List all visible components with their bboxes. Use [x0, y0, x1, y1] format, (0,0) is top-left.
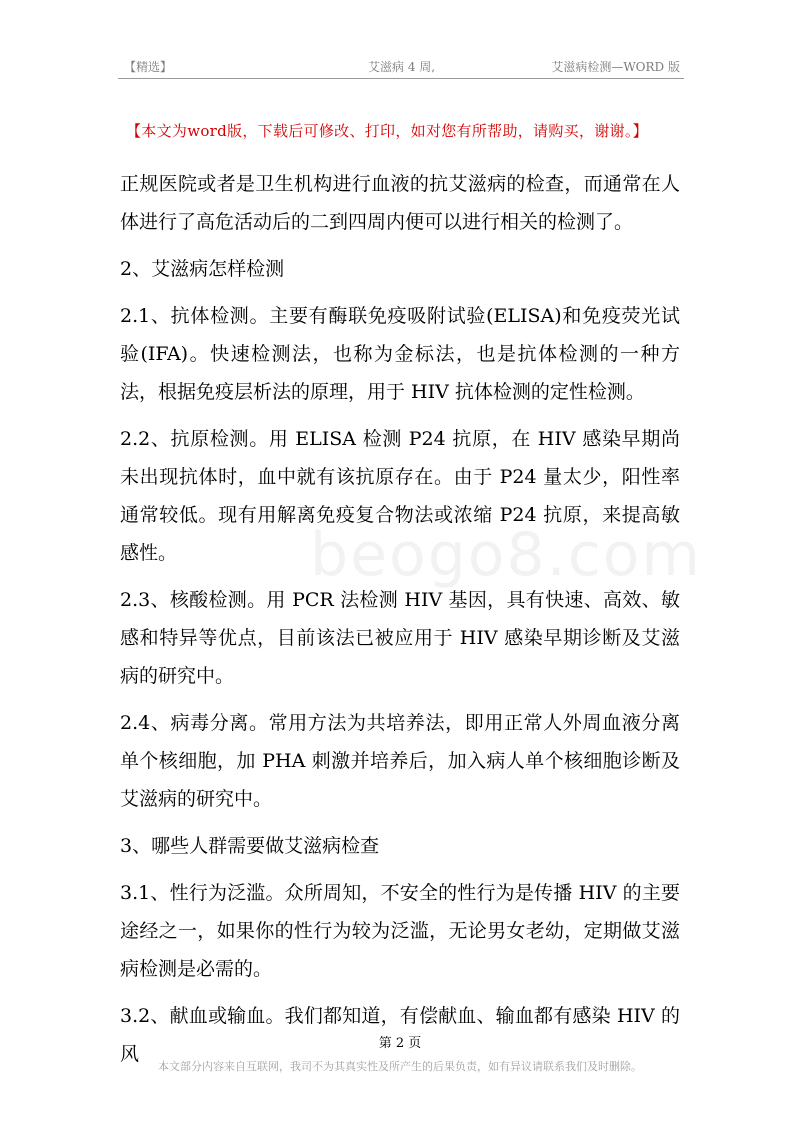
paragraph-3-2: 3.2、献血或输血。我们都知道，有偿献血、输血都有感染 HIV 的风 — [120, 1005, 680, 1065]
paragraph-2-2: 2.2、抗原检测。用 ELISA 检测 P24 抗原，在 HIV 感染早期尚未出现抗体时，血中就有该抗原存在。由于 P24 量太少，阳性率通常较低。现有用解离免疫复合物法或浓缩 P24 抗原，来提高敏感性。 — [120, 428, 680, 564]
page-number: 第 2 页 — [378, 1036, 422, 1051]
purchase-notice: 【本文为word版，下载后可修改、打印，如对您有所帮助，请购买，谢谢。】 — [126, 122, 648, 140]
paragraph-2-4: 2.4、病毒分离。常用方法为共培养法，即用正常人外周血液分离单个核细胞，加 PHA 刺激并培养后，加入病人单个核细胞诊断及艾滋病的研究中。 — [120, 712, 680, 810]
paragraph-2-3: 2.3、核酸检测。用 PCR 法检测 HIV 基因，具有快速、高效、敏感和特异等优点，目前该法已被应用于 HIV 感染早期诊断及艾滋病的研究中。 — [120, 589, 680, 687]
header-left-label: 【精选】 — [124, 60, 173, 74]
section-heading-3: 3、哪些人群需要做艾滋病检查 — [120, 835, 380, 857]
paragraph-3-1: 3.1、性行为泛滥。众所周知，不安全的性行为是传播 HIV 的主要途经之一，如果你的性行为较为泛滥，无论男女老幼，定期做艾滋病检测是必需的。 — [120, 882, 680, 980]
document-body — [120, 165, 680, 1082]
header-middle-label: 艾滋病 4 周, — [368, 60, 436, 74]
watermark: beogo8.com — [310, 520, 702, 590]
footer-disclaimer: 本文部分内容来自互联网，我司不为其真实性及所产生的后果负责，如有异议请联系我们及时删除。 — [158, 1060, 642, 1073]
page-header — [118, 56, 684, 79]
paragraph-2-1: 2.1、抗体检测。主要有酶联免疫吸附试验(ELISA)和免疫荧光试验(IFA)。快速检测法，也称为金标法，也是抗体检测的一种方法，根据免疫层析法的原理，用于 HIV 抗体检测的定性检测。 — [120, 305, 680, 403]
paragraph-intro: 正规医院或者是卫生机构进行血液的抗艾滋病的检查，而通常在人体进行了高危活动后的二到四周内便可以进行相关的检测了。 — [120, 173, 680, 233]
header-right-label: 艾滋病检测—WORD 版 — [551, 60, 680, 74]
section-heading-2: 2、艾滋病怎样检测 — [120, 258, 285, 280]
